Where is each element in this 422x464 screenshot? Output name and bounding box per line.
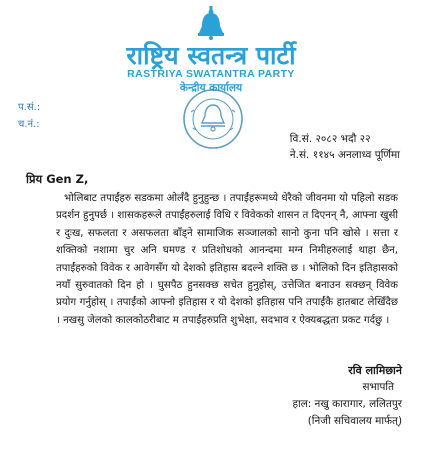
signatory-title: सभापति: [362, 381, 394, 393]
office-name: केन्द्रीय कार्यालय: [179, 82, 243, 94]
nepal-samvat-date: ने.सं. ११४५ अनलाध्व पूर्णिमा: [289, 149, 400, 161]
signatory-address: हाल: नखु कारागार, ललितपुर: [292, 398, 402, 410]
party-name-devanagari: राष्ट्रिय स्वतन्त्र पार्टी: [126, 41, 296, 70]
vikram-samvat-date: वि.सं. २०८२ भदौ २२: [289, 133, 371, 145]
signatory-name: रवि लामिछाने: [348, 364, 402, 377]
party-name-english: RASTRIYA SWATANTRA PARTY: [127, 68, 295, 80]
bell-logo-icon: [196, 6, 226, 40]
patra-sankhya-label: प.सं.:: [18, 102, 41, 113]
letter-body-paragraph: भोलिबाट तपाईंहरु सडकमा ओर्लंदै हुनुहुन्छ । तपाईंहरूमध्ये धेरैको जीवनमा यो पहिलो सडक प्रदर्शन हुनुपर्छ । शासकहरूले तपाईंहरुलाई विधि र विवेकको शासन त दिएनन् नै, आफ्ना खुसी र दुःख, सफलता र असफलता बाँड्ने सामाजिक सञ्जालको सानो कुना पनि खोसे । सत्ता र शक्तिको नशामा चुर अनि घमण्ड र प्रतिशोधको आनन्दमा मग्न निमीहरुलाई थाहा छैन, तपाईंहरुको विवेक र आवेगसँग यो देशको इतिहास बदल्ने शक्ति छ । भोलिको दिन इतिहासको नयाँ सुरुवातको दिन हो । घुसपैठ हुनसक्छ सचेत हुनुहोस्, उत्तेजित बनाउन सक्छन् विवेक प्रयोग गर्नुहोस् । तपाईंको आफ्नो इतिहास र यो देशको इतिहास पनि तपाईंकै हातबाट लेखिँदैछ । नखसु जेलको कालकोठरीबाट म तपाईंहरुप्रति शुभेक्षा, सदभाव र ऐक्यबद्धता प्रकट गर्दछु ।: [56, 193, 398, 326]
reference-fields: [18, 99, 40, 133]
letter-body: [56, 190, 398, 329]
chalani-number-label: च.नं.:: [18, 119, 40, 130]
date-block: [290, 131, 400, 163]
party-stamp-seal: [182, 88, 244, 150]
signatory-via: (निजी सचिवालय मार्फत्): [307, 415, 402, 427]
signature-block: [293, 362, 403, 430]
letterhead: [0, 0, 422, 120]
letter-greeting: प्रिय Gen Z,: [26, 172, 89, 186]
